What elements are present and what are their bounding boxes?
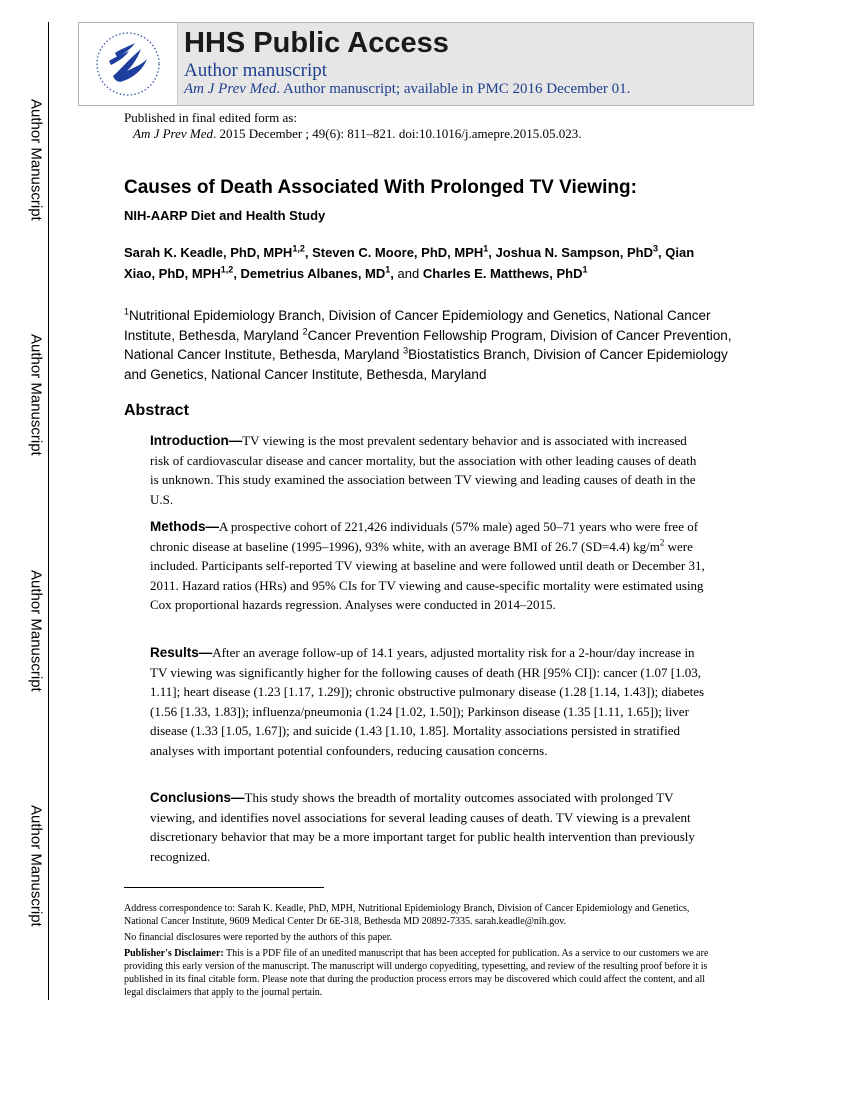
author: Charles E. Matthews, PhD [422, 266, 583, 281]
author: Qian Xiao, PhD, MPH [124, 245, 695, 281]
citation [124, 126, 582, 142]
author-separator: , [658, 245, 666, 260]
author-affiliation-sup: 1,2 [292, 243, 305, 254]
introduction-heading: Introduction— [150, 433, 243, 448]
abstract-results [150, 643, 706, 760]
author-separator: , [390, 266, 398, 281]
author-affiliation-sup: 3 [653, 243, 659, 254]
author-separator: , [488, 245, 496, 260]
publisher-disclaimer [124, 947, 724, 999]
article-subtitle: NIH-AARP Diet and Health Study [124, 208, 326, 223]
hhs-eagle-logo-icon [79, 23, 178, 105]
results-text: After an average follow-up of 14.1 years, adjusted mortality risk for a 2-hour/day increase in TV viewing was significantly higher for the following causes of death (HR [95% CI]): cancer (1.07 [1.03, 1.11]; heart disease (1.23 [1.17, 1.29]); chronic obstructive pulmonary disease (1.28 [1.14, 1.43]); diabetes (1.56 [1.33, 1.83]); influenza/pneumonia (1.24 [1.02, 1.50]); Parkinson disease (1.35 [1.11, 1.65]); liver disease (1.33 [1.05, 1.67]); and suicide (1.43 [1.10, 1.85]. Mortality associations persisted in stratified analyses with important potential confounders, reducing causation concerns. [150, 645, 705, 758]
methods-heading: Methods— [150, 519, 219, 534]
conclusions-heading: Conclusions— [150, 790, 245, 805]
abstract-heading: Abstract [124, 402, 189, 419]
methods-sup: 2 [659, 537, 665, 548]
affiliation-sup: 2 [302, 326, 308, 336]
author: Steven C. Moore, PhD, MPH [312, 245, 484, 260]
footnotes [124, 902, 724, 1002]
header-panel [178, 23, 753, 105]
methods-text-b: were included. Participants self-reported TV viewing at baseline and were followed until death or December 31, 2011. Hazard ratios (HRs) and 95% CIs for TV viewing and cause-specific mortality were estimated using Cox proportional hazards regression. Analyses were conducted in 2014–2015. [150, 538, 705, 612]
citation-journal: Am J Prev Med [133, 126, 214, 141]
results-heading: Results— [150, 645, 213, 660]
hhs-header [78, 22, 754, 106]
publication-info [124, 110, 582, 142]
author-affiliation-sup: 1 [385, 264, 391, 275]
article-title: Causes of Death Associated With Prolonged TV Viewing: [124, 177, 637, 198]
author-separator: , [304, 245, 313, 260]
introduction-text: TV viewing is the most prevalent sedentary behavior and is associated with increased risk of cardiovascular disease and cancer mortality, but the association with other leading causes of death is unknown. This study examined the association between TV viewing and leading causes of death in the U.S. [150, 433, 697, 507]
sidebar-rule [48, 22, 49, 1000]
sidebar-label-4: Author Manuscript [27, 804, 45, 927]
author: Demetrius Albanes, MD [240, 266, 386, 281]
disclosure-note: No financial disclosures were reported by the authors of this paper. [124, 932, 392, 943]
disclaimer-heading: Publisher's Disclaimer: [124, 948, 224, 959]
abstract-methods [150, 517, 706, 615]
abstract-introduction [150, 431, 706, 509]
author: Sarah K. Keadle, PhD, MPH [124, 245, 293, 260]
affiliation-sup: 1 [124, 306, 130, 317]
affiliation-sup: 3 [403, 345, 409, 356]
author-affiliation-sup: 1 [582, 264, 588, 275]
affiliation: Nutritional Epidemiology Branch, Division of Cancer Epidemiology and Genetics, National Cancer Institute, Bethesda, Maryland [124, 308, 711, 343]
author-separator: , [233, 266, 241, 281]
affiliation: Cancer Prevention Fellowship Program, Division of Cancer Prevention, National Cancer Institute, Bethesda, Maryland [124, 327, 732, 362]
author-affiliation-sup: 1 [483, 243, 489, 254]
sidebar-label-1: Author Manuscript [27, 98, 45, 221]
author-list [124, 242, 724, 284]
correspondence-note: Address correspondence to: Sarah K. Keadle, PhD, MPH, Nutritional Epidemiology Branch, Division of Cancer Epidemiology and Genetics, National Cancer Institute, 9609 Medical Center Dr 6E-318, Bethesda MD 20892-7335. sarah.keadle@nih.gov. [124, 903, 690, 927]
affiliations [124, 306, 744, 384]
methods-text-a: A prospective cohort of 221,426 individuals (57% male) aged 50–71 years who were free of chronic disease at baseline (1995–1996), 93% white, with an average BMI of 26.7 (SD=4.4) kg/m [150, 519, 699, 554]
author-affiliation-sup: 1,2 [220, 264, 234, 275]
citation-text: . 2015 December ; 49(6): 811–821. doi:10.1016/j.amepre.2015.05.023. [213, 126, 582, 141]
sidebar-label-2: Author Manuscript [27, 333, 45, 456]
disclaimer-text: This is a PDF file of an unedited manuscript that has been accepted for publication. As a service to our customers we are providing this early version of the manuscript. The manuscript will undergo copyediting, typesetting, and review of the resulting proof before it is published in its final citable form. Please note that during the production process errors may be discovered which could affect the content, and all legal disclaimers that apply to the journal pertain. [124, 948, 709, 998]
hhs-public-access-title: HHS Public Access [184, 27, 449, 59]
sidebar-label-3: Author Manuscript [27, 569, 45, 692]
published-label: Published in final edited form as: [124, 110, 297, 125]
author-manuscript-label: Author manuscript [184, 60, 328, 81]
affiliation: Biostatistics Branch, Division of Cancer Epidemiology and Genetics, National Cancer Institute, Bethesda, Maryland [124, 347, 728, 382]
author: Joshua N. Sampson, PhD [495, 245, 654, 260]
availability-line [184, 81, 630, 98]
abstract-conclusions [150, 788, 706, 866]
availability-text: . Author manuscript; available in PMC 2016 December 01. [276, 81, 631, 97]
footnote-rule [124, 887, 324, 888]
journal-name: Am J Prev Med [184, 81, 277, 97]
author-and: and [397, 266, 420, 281]
conclusions-text: This study shows the breadth of mortality outcomes associated with prolonged TV viewing, and identifies novel associations for several leading causes of death. TV viewing is a prevalent discretionary behavior that may be a more important target for public health intervention than previously recognized. [150, 790, 695, 864]
